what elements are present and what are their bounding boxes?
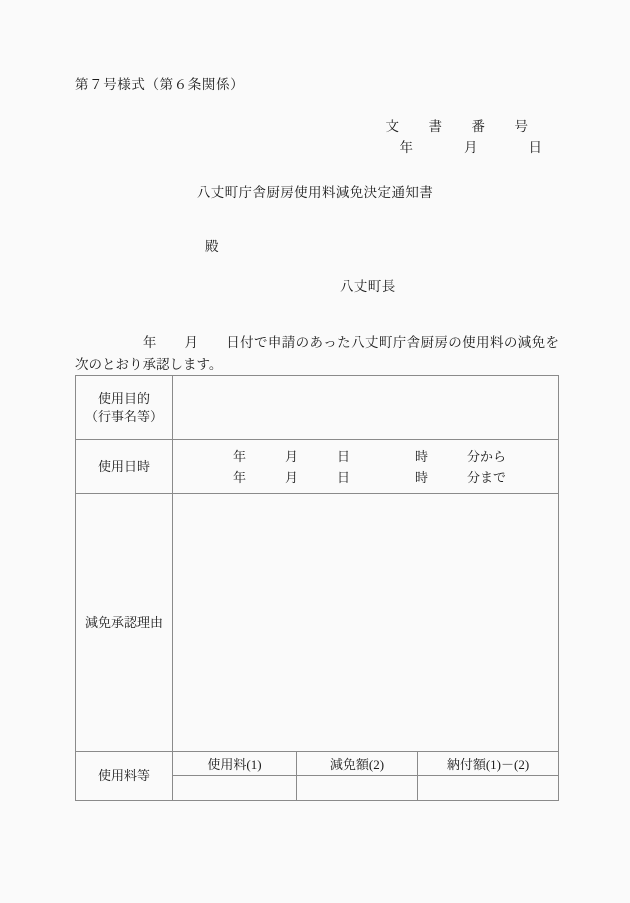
- form-table: [75, 375, 559, 801]
- datetime-line-to: 年 月 日 時 分まで: [233, 469, 507, 485]
- addressee-suffix: 殿: [205, 239, 219, 254]
- body-paragraph: [75, 332, 559, 376]
- fee-header-usage: 使用料(1): [173, 752, 297, 776]
- fee-label-cell: 使用料等: [76, 752, 173, 801]
- issuer-name: 八丈町長: [340, 279, 396, 294]
- body-text: 年 月 日付で申請のあった八丈町庁舎厨房の使用料の減免を次のとおり承認します。: [75, 335, 559, 372]
- document-date-label: 年 月 日: [399, 140, 550, 155]
- purpose-value-cell[interactable]: [173, 376, 559, 440]
- purpose-label-main: 使用目的: [97, 390, 150, 406]
- table-row-reason: [76, 494, 559, 752]
- form-number: 第７号様式（第６条関係）: [75, 77, 245, 92]
- purpose-label-cell: [76, 376, 173, 440]
- datetime-label-cell: 使用日時: [76, 440, 173, 494]
- reason-label-cell: 減免承認理由: [76, 494, 173, 752]
- fee-value-payable[interactable]: [418, 776, 559, 801]
- table-row-datetime: [76, 440, 559, 494]
- purpose-label-sub: （行事名等）: [84, 408, 163, 424]
- fee-value-reduction[interactable]: [297, 776, 418, 801]
- body-lead-blanks: [75, 332, 143, 354]
- fee-header-reduction: 減免額(2): [297, 752, 418, 776]
- fee-value-usage[interactable]: [173, 776, 297, 801]
- table-row-fee-headers: [76, 752, 559, 776]
- reason-value-cell[interactable]: [173, 494, 559, 752]
- datetime-value-cell[interactable]: [173, 440, 559, 494]
- fee-header-payable: 納付額(1)－(2): [418, 752, 559, 776]
- table-row-purpose: [76, 376, 559, 440]
- datetime-line-from: 年 月 日 時 分から: [233, 448, 507, 464]
- document-meta-block: [386, 116, 559, 158]
- document-number-label: 文 書 番 号: [385, 119, 536, 134]
- page-title: 八丈町庁舎厨房使用料減免決定通知書: [196, 185, 434, 200]
